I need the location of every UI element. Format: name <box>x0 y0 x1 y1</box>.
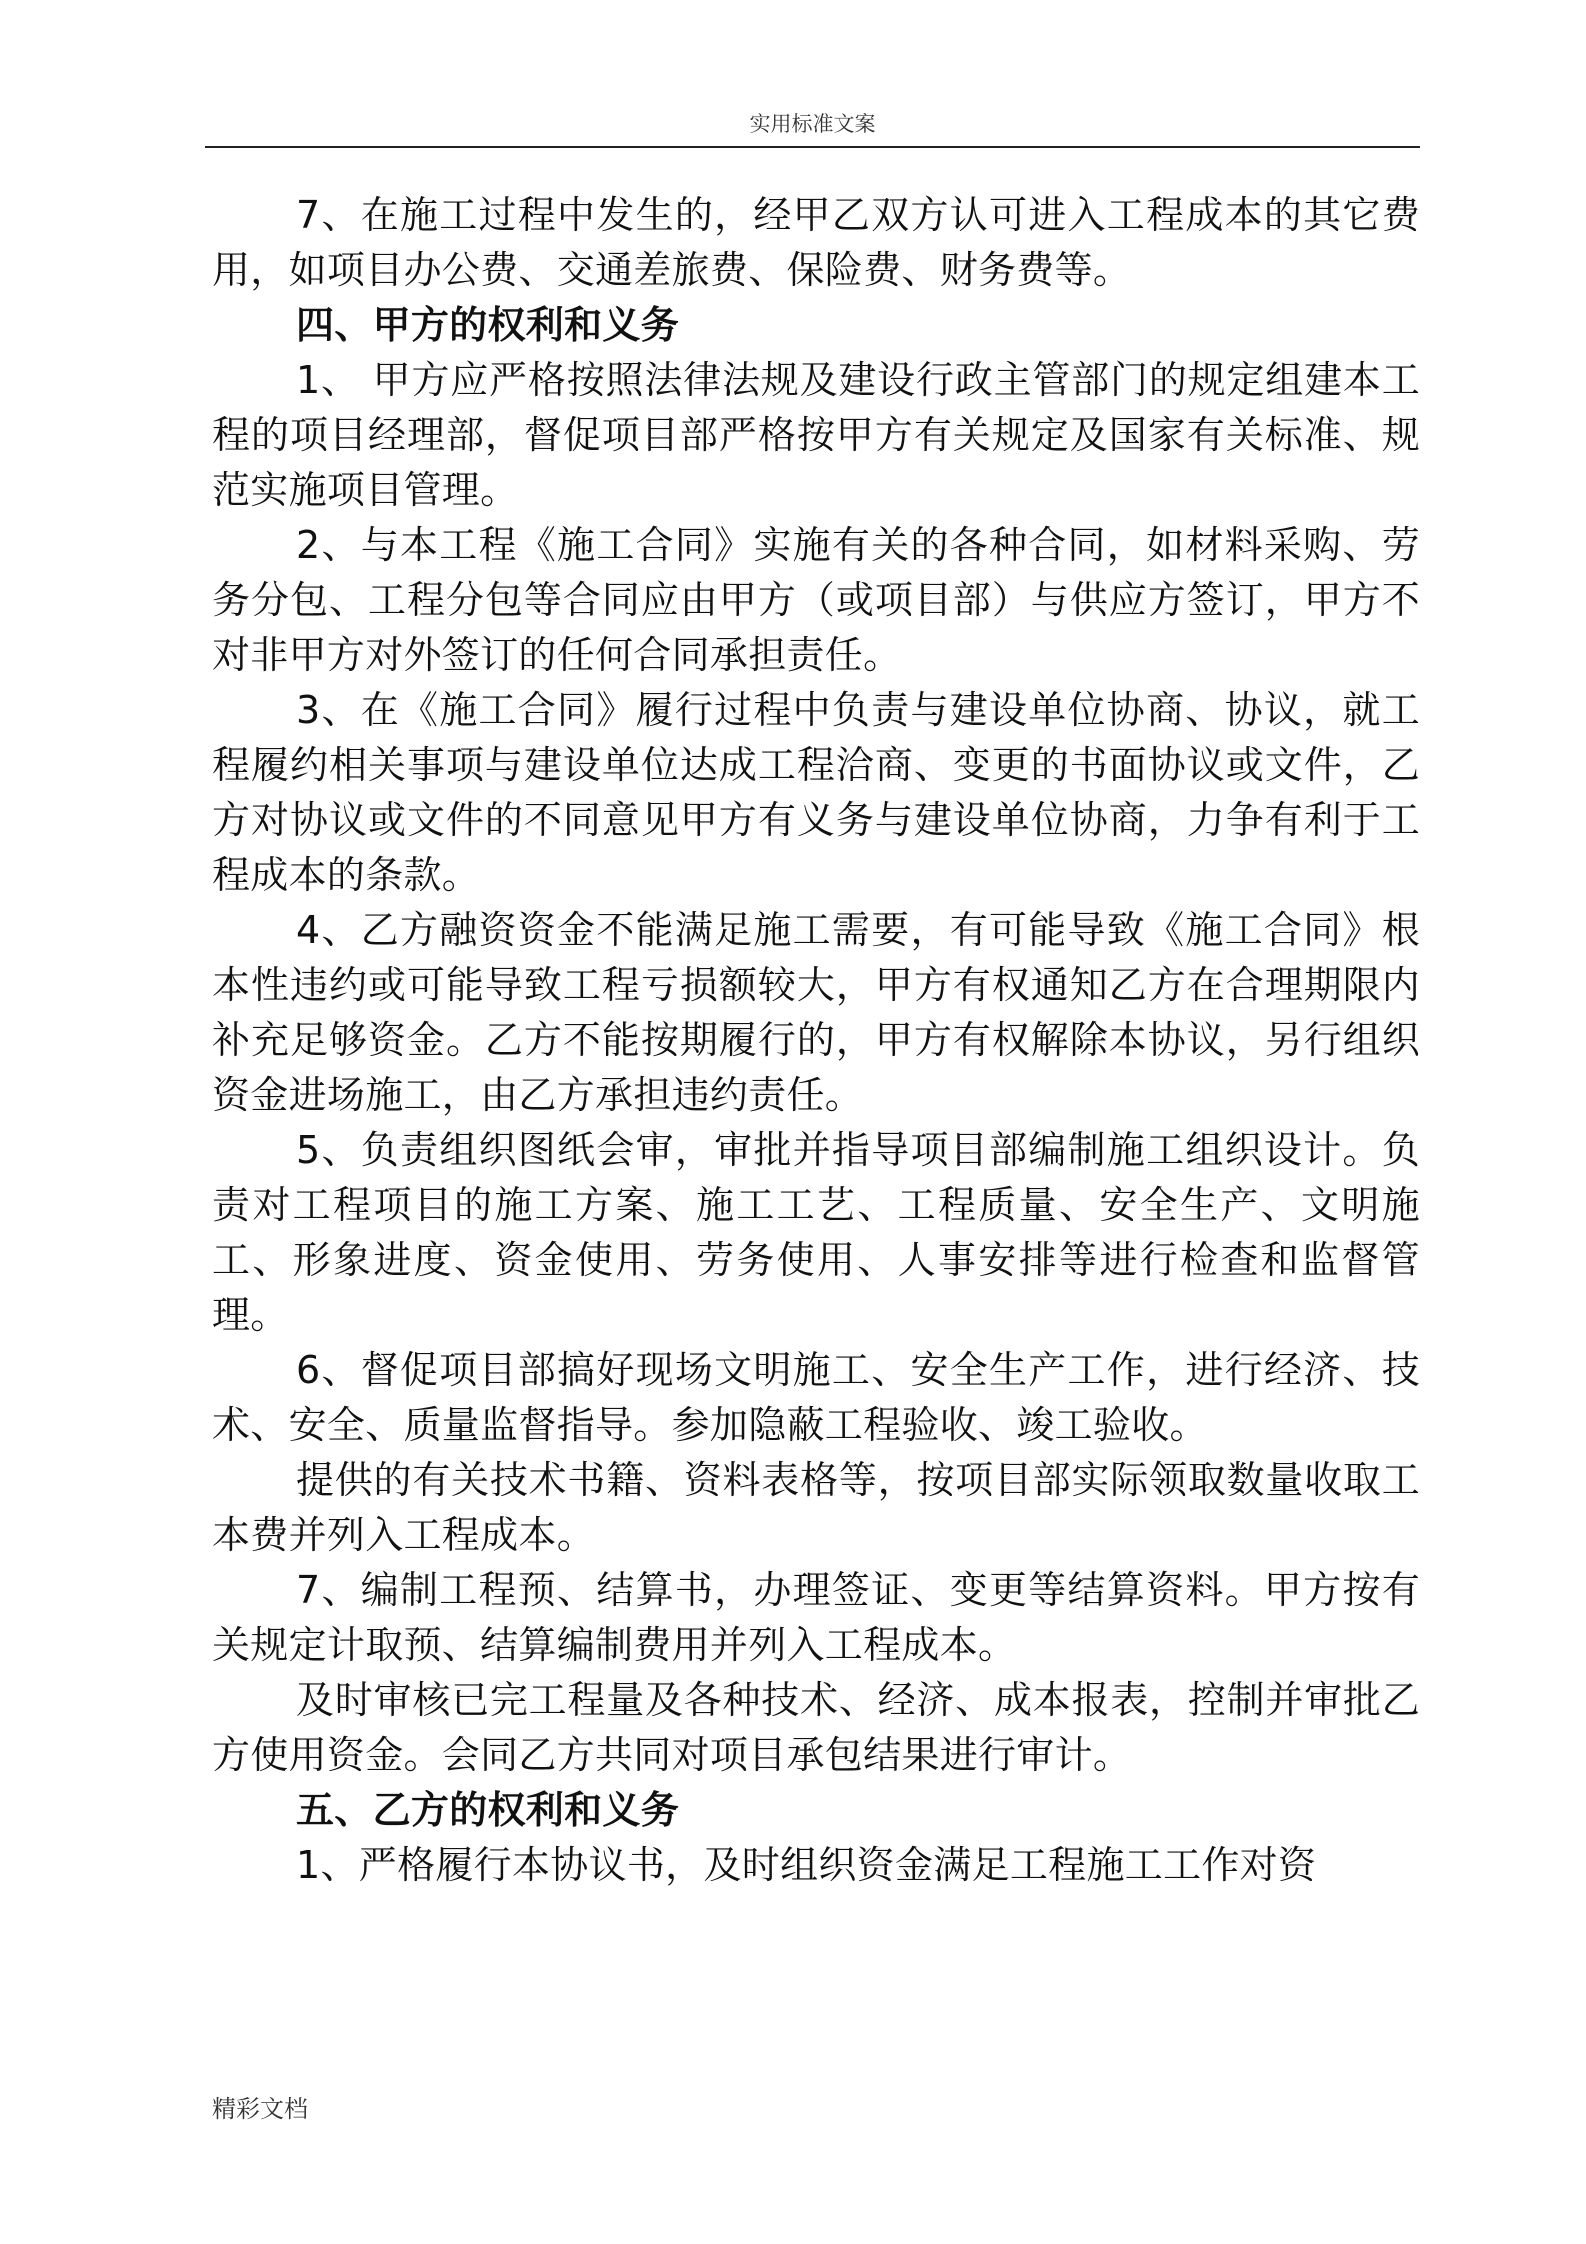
page-header: 实用标准文案 <box>749 112 876 136</box>
header-divider <box>205 146 1420 148</box>
paragraph-party-a-item-3: 3、在《施工合同》履行过程中负责与建设单位协商、协议，就工程履约相关事项与建设单位达成工程洽商、变更的书面协议或文件，乙方对协议或文件的不同意见甲方有义务与建设单位协商，力争有利于工程成本的条款。 <box>212 688 1420 897</box>
section-heading-party-b: 五、乙方的权利和义务 <box>296 1788 680 1832</box>
paragraph-other-costs: 7、在施工过程中发生的，经甲乙双方认可进入工程成本的其它费用，如项目办公费、交通差旅费、保险费、财务费等。 <box>212 193 1420 292</box>
page-footer: 精彩文档 <box>212 2095 308 2123</box>
paragraph-party-a-item-6: 6、督促项目部搞好现场文明施工、安全生产工作，进行经济、技术、安全、质量监督指导。参加隐蔽工程验收、竣工验收。 <box>212 1348 1420 1447</box>
paragraph-technical-materials: 提供的有关技术书籍、资料表格等，按项目部实际领取数量收取工本费并列入工程成本。 <box>212 1458 1420 1557</box>
paragraph-party-a-item-7: 7、编制工程预、结算书，办理签证、变更等结算资料。甲方按有关规定计取预、结算编制费用并列入工程成本。 <box>212 1568 1420 1667</box>
paragraph-party-a-item-4: 4、乙方融资资金不能满足施工需要，有可能导致《施工合同》根本性违约或可能导致工程亏损额较大，甲方有权通知乙方在合理期限内补充足够资金。乙方不能按期履行的，甲方有权解除本协议，另行组织资金进场施工，由乙方承担违约责任。 <box>212 908 1420 1117</box>
paragraph-party-a-item-5: 5、负责组织图纸会审，审批并指导项目部编制施工组织设计。负责对工程项目的施工方案、施工工艺、工程质量、安全生产、文明施工、形象进度、资金使用、劳务使用、人事安排等进行检查和监督管理。 <box>212 1128 1420 1337</box>
paragraph-party-a-item-2: 2、与本工程《施工合同》实施有关的各种合同，如材料采购、劳务分包、工程分包等合同应由甲方（或项目部）与供应方签订，甲方不对非甲方对外签订的任何合同承担责任。 <box>212 523 1420 677</box>
paragraph-party-a-item-1: 1、 甲方应严格按照法律法规及建设行政主管部门的规定组建本工程的项目经理部，督促项目部严格按甲方有关规定及国家有关标准、规范实施项目管理。 <box>212 358 1420 512</box>
section-heading-party-a: 四、甲方的权利和义务 <box>296 303 680 347</box>
paragraph-audit: 及时审核已完工程量及各种技术、经济、成本报表，控制并审批乙方使用资金。会同乙方共同对项目承包结果进行审计。 <box>212 1678 1420 1777</box>
document-body <box>212 188 1420 1893</box>
paragraph-party-b-item-1: 1、严格履行本协议书，及时组织资金满足工程施工工作对资 <box>296 1843 1317 1887</box>
